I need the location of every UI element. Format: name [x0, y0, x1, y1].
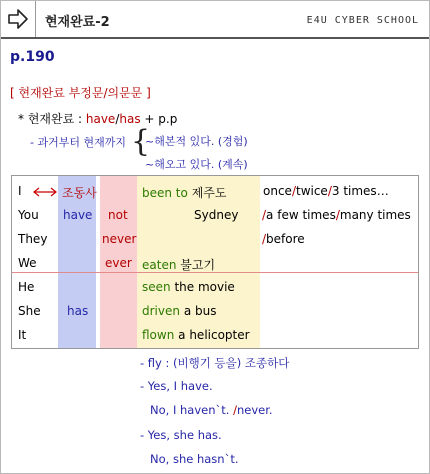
participle-row-1: been to 제주도 — [142, 186, 227, 200]
times-row-1: once/twice/3 times… — [263, 184, 389, 198]
participle-row-7: flown a helicopter — [142, 328, 250, 342]
brace-glyph: { — [131, 124, 151, 159]
neg-never: never — [102, 232, 137, 246]
lesson-title: 현재완료-2 — [45, 15, 110, 30]
participle-row-6: driven a bus — [142, 304, 217, 318]
brand-name: E4U CYBER SCHOOL — [306, 15, 419, 26]
note-question-1: - Yes, I have. — [140, 379, 213, 393]
aux-label: 조동사 — [62, 186, 97, 200]
aux-has: has — [67, 304, 89, 318]
rule-bullet: * — [18, 112, 24, 126]
note-answer-2: No, she hasn`t. — [150, 452, 239, 466]
arrow-right-icon — [1, 1, 36, 37]
participle-row-4: eaten 불고기 — [142, 258, 216, 272]
aux-have: have — [63, 208, 93, 222]
usage-lead: - 과거부터 현재까지 — [30, 136, 126, 149]
section-title: [ 현재완료 부정문/의문문 ] — [10, 86, 151, 100]
usage-option-experience: ~해본적 있다. (경험) — [145, 135, 248, 148]
subject-he: He — [18, 280, 35, 294]
conjugation-table — [11, 175, 419, 349]
subject-she: She — [18, 304, 41, 318]
neg-ever: ever — [105, 256, 132, 270]
neg-not: not — [108, 208, 128, 222]
page-number: p.190 — [10, 49, 55, 65]
grammar-rule — [18, 110, 177, 127]
participle-row-5: seen the movie — [142, 280, 235, 294]
rule-have: have — [85, 112, 116, 126]
double-arrow-icon — [32, 187, 58, 197]
usage-option-continuation: ~해오고 있다. (계속) — [145, 158, 248, 171]
rule-has: has — [119, 112, 141, 126]
participle-row-2: Sydney — [194, 208, 239, 222]
subject-it: It — [18, 328, 27, 342]
note-answer-1: No, I haven`t. /never. — [150, 403, 273, 417]
header-bar — [1, 1, 429, 39]
subject-they: They — [18, 232, 48, 246]
times-row-2: /a few times/many times — [262, 208, 411, 222]
rule-slash: / — [115, 112, 120, 126]
subject-we: We — [18, 256, 37, 270]
note-question-2: - Yes, she has. — [140, 428, 222, 442]
note-fly: - fly : (비행기 등을) 조종하다 — [140, 356, 290, 370]
times-row-3: /before — [262, 232, 305, 246]
rule-rest: + p.p — [140, 112, 178, 126]
subject-i: I — [18, 184, 22, 198]
aux-column — [58, 176, 96, 348]
subject-you: You — [18, 208, 39, 222]
rule-label: 현재완료 : — [27, 112, 86, 126]
